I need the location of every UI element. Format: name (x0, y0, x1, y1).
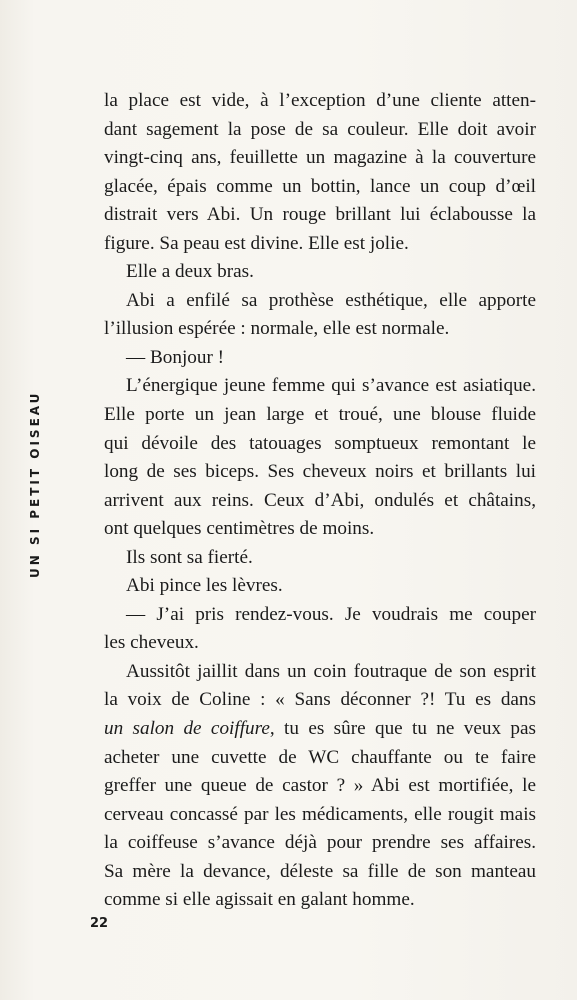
body-text (104, 87, 536, 915)
text-line: cerveau concassé par les médicaments, elle rougit mais (104, 803, 536, 825)
text-line: Abi pince les lèvres. (126, 575, 283, 597)
text-line: long de ses biceps. Ses cheveux noirs et brillants lui (104, 461, 536, 483)
text-line: Sa mère la devance, déleste sa fille de son manteau (104, 860, 536, 882)
text-line: l’illusion espérée : normale, elle est normale. (104, 318, 450, 340)
text-line: vingt-cinq ans, feuillette un magazine à la couverture (104, 147, 536, 169)
running-head: UN SI PETIT OISEAU (28, 390, 42, 578)
text-line: Abi a enfilé sa prothèse esthétique, elle apporte (126, 289, 536, 311)
page-number: 22 (90, 916, 109, 931)
text-line: dant sagement la pose de sa couleur. Elle doit avoir (104, 118, 536, 140)
text-line: L’énergique jeune femme qui s’avance est asiatique. (126, 375, 536, 397)
text-line: les cheveux. (104, 632, 199, 654)
text-line: arrivent aux reins. Ceux d’Abi, ondulés et châtains, (104, 489, 536, 511)
text-line: un salon de coiffure, tu es sûre que tu ne veux pas (104, 718, 536, 740)
text-line: glacée, épais comme un bottin, lance un coup d’œil (104, 175, 536, 197)
text-line: Elle a deux bras. (126, 261, 254, 283)
text-line: greffer une queue de castor ? » Abi est mortifiée, le (104, 775, 536, 797)
text-line: qui dévoile des tatouages somptueux remontant le (104, 432, 536, 454)
text-line: la voix de Coline : « Sans déconner ?! Tu es dans (104, 689, 536, 711)
text-line: comme si elle agissait en galant homme. (104, 889, 415, 911)
text-line: — J’ai pris rendez-vous. Je voudrais me couper (126, 603, 536, 625)
text-line: figure. Sa peau est divine. Elle est jolie. (104, 232, 409, 254)
text-line: ont quelques centimètres de moins. (104, 518, 375, 540)
text-line: Ils sont sa fierté. (126, 546, 253, 568)
text-line: Aussitôt jaillit dans un coin foutraque de son esprit (126, 660, 536, 682)
text-line: la coiffeuse s’avance déjà pour prendre ses affaires. (104, 832, 536, 854)
text-line: — Bonjour ! (126, 346, 225, 368)
text-line: distrait vers Abi. Un rouge brillant lui éclabousse la (104, 204, 536, 226)
text-line: Elle porte un jean large et troué, une blouse fluide (104, 404, 536, 426)
text-line: acheter une cuvette de WC chauffante ou te faire (104, 746, 536, 768)
text-line: la place est vide, à l’exception d’une cliente atten- (104, 90, 536, 111)
